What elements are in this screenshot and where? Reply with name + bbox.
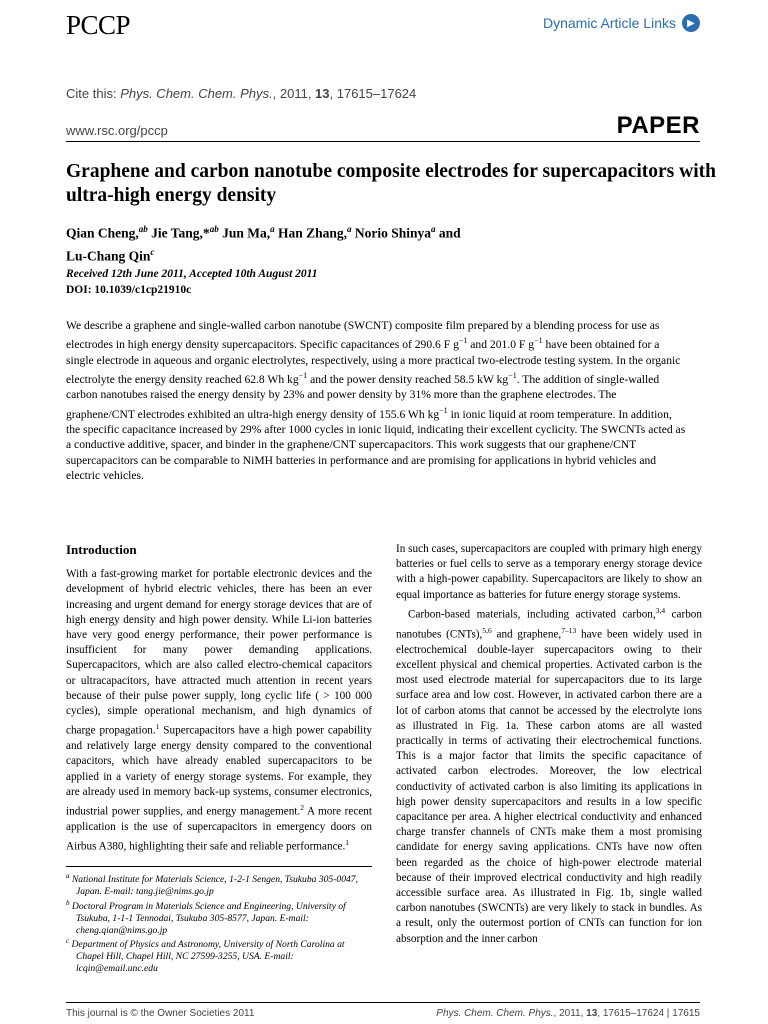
doi[interactable]: DOI: 10.1039/c1cp21910c [66, 284, 192, 296]
abstract [66, 318, 686, 484]
footer-volume: 13 [586, 1008, 598, 1019]
journal-url[interactable]: www.rsc.org/pccp [66, 123, 168, 138]
footer-citation [436, 1008, 700, 1019]
footer-pages: , 17615–17624 [597, 1008, 665, 1019]
footer-separator: | [664, 1008, 673, 1019]
footnote: $^b$ Doctoral Program in Materials Science and Engineering, University of Tsukuba, 1-1-1 Tennodai, Tsukuba 305-8577, Japan. E-mail: cheng.qian@nims.go.jp [66, 898, 346, 936]
footnote: $^c$ Department of Physics and Astronomy, University of North Carolina at Chapel Hill, Chapel Hill, NC 27599-3255, USA. E-mail: lcqin@email.unc.edu [66, 937, 345, 975]
received-dates: Received 12th June 2011, Accepted 10th August 2011 [66, 268, 318, 280]
abstract-text: We describe a graphene and single-walled carbon nanotube (SWCNT) composite film prepared by a blending process for use as electrodes in high energy density supercapacitors. Specific capacitances of 290.6 F $g^{-1}$ and 201.0 F $g^{-1}$ have been obtained for a single electrode in aqueous and organic electrolytes, respectively, using a more practical two-electrode testing system. In the organic electrolyte the energy density reached 62.8 Wh $kg^{-1}$ and the power density reached 58.5 kW $kg^{-1}$. The addition of single-walled carbon nanotubes raised the energy density by 23% and power density by 31% more than the graphene electrodes. The graphene/CNT electrodes exhibited an ultra-high energy density of 155.6 Wh $kg^{-1}$ in ionic liquid at room temperature. In addition, the specific capacitance increased by 29% after 1000 cycles in ionic liquid, indicating their excellent cyclicity. The SWCNTs acted as a conductive additive, spacer, and binder in the graphene/CNT supercapacitors. This work suggests that our graphene/CNT supercapacitors can be comparable to NiMH batteries in performance and are promising for applications in hybrid vehicles and electric vehicles. [66, 319, 686, 483]
header-divider [66, 141, 700, 142]
author-list: Qian Cheng,$^{ab}$ Jie Tang,*$^{ab}$ Jun Ma,$^a$ Han Zhang,$^a$ Norio Shinya$^a$ and Lu-Chang Qin$^c$ [66, 224, 461, 263]
right-column [396, 542, 702, 947]
left-column [66, 542, 372, 855]
footer-divider [66, 1002, 700, 1003]
cite-volume: 13 [315, 86, 330, 101]
journal-name: PCCP [66, 10, 131, 40]
cite-journal: Phys. Chem. Chem. Phys. [120, 86, 273, 101]
footer-year: , 2011, [553, 1008, 587, 1019]
article-title: Graphene and carbon nanotube composite electrodes for supercapacitors with ultra-high energy density [66, 161, 716, 206]
body-paragraph: In such cases, supercapacitors are coupled with primary high energy batteries or fuel cells to serve as a temporary energy storage device with a high-power capability. Supercapacitors are likely to show an equal importance as batteries for future energy storage systems. [396, 543, 702, 601]
footer-journal: Phys. Chem. Chem. Phys. [436, 1008, 554, 1019]
citation-line [66, 86, 416, 101]
dynamic-links-label[interactable]: Dynamic Article Links [542, 15, 676, 31]
play-icon[interactable]: ▶ [682, 14, 700, 32]
introduction-heading: Introduction [66, 542, 137, 557]
dynamic-article-links[interactable] [543, 14, 700, 32]
footnote: $^a$ National Institute for Materials Science, 1-2-1 Sengen, Tsukuba 305-0047, Japan. E-mail: tang.jie@nims.go.jp [66, 872, 358, 897]
cite-prefix: Cite this: [66, 86, 121, 101]
affiliation-footnotes [66, 866, 372, 975]
cite-year: , 2011, [272, 86, 316, 101]
page-number: 17615 [672, 1008, 700, 1019]
cite-pages: , 17615–17624 [329, 86, 417, 101]
introduction-paragraph: With a fast-growing market for portable electronic devices and the development of hybrid electric vehicles, there has been an ever increasing and urgent demand for energy storage devices that are of high energy density and high power density. While Li-ion batteries have very good energy performance, their power performance is insufficient for many power demanding applications. Supercapacitors, which are also called electro-chemical capacitors or ultracapacitors, have attracted much attention in recent years because of their pulse power supply, long cyclic life ( > 100 000 cycles), simple operational mechanism, and high dynamics of charge propagation.$^1$ Supercapacitors have a high power capability and relatively large energy density compared to the conventional capacitors, which have already enabled supercapacitors to be applied in a variety of energy storage systems. For example, they are already used in memory back-up systems, consumer electronics, industrial power supplies, and energy management.$^2$ A more recent application is the use of supercapacitors in emergency doors on Airbus A380, highlighting their safe and reliable performance.$^1$ [66, 568, 373, 853]
footer-copyright: This journal is © the Owner Societies 2011 [66, 1008, 255, 1019]
article-type-label: PAPER [616, 112, 700, 139]
body-paragraph: Carbon-based materials, including activated carbon,$^{3,4}$ carbon nanotubes (CNTs),$^{5,6}$ and graphene,$^{7-13}$ have been widely used in electrochemical double-layer supercapacitors owing to their excellent physical and chemical properties. Activated carbon is the most used electrode material for supercapacitors due to its large surface area and low cost. However, in activated carbon there are a lot of carbon atoms that cannot be accessed by the electrolyte ions as illustrated in Fig. 1a. These carbon atoms are all wasted practically in terms of activating their electrochemical functions. This is a major factor that limits the specific capacitance of activated carbon electrodes. Moreover, the low electrical conductivity of activated carbon is also limiting its applications in high power density supercapacitors and results in a low specific capacitance per area. A higher electrical conductivity and enhanced charge transfer channels of CNTs make them a most promising candidate for energy saving applications. CNTs have now often been regarded as the choice of high-power electrode material because of their improved electrical conductivity and high readily accessible surface area. As illustrated in Fig. 1b, single walled carbon nanotubes (SWCNTs) are very likely to stack in bundles. As a result, only the outermost portion of CNTs can function for ion absorption and the inner carbon [396, 605, 702, 945]
